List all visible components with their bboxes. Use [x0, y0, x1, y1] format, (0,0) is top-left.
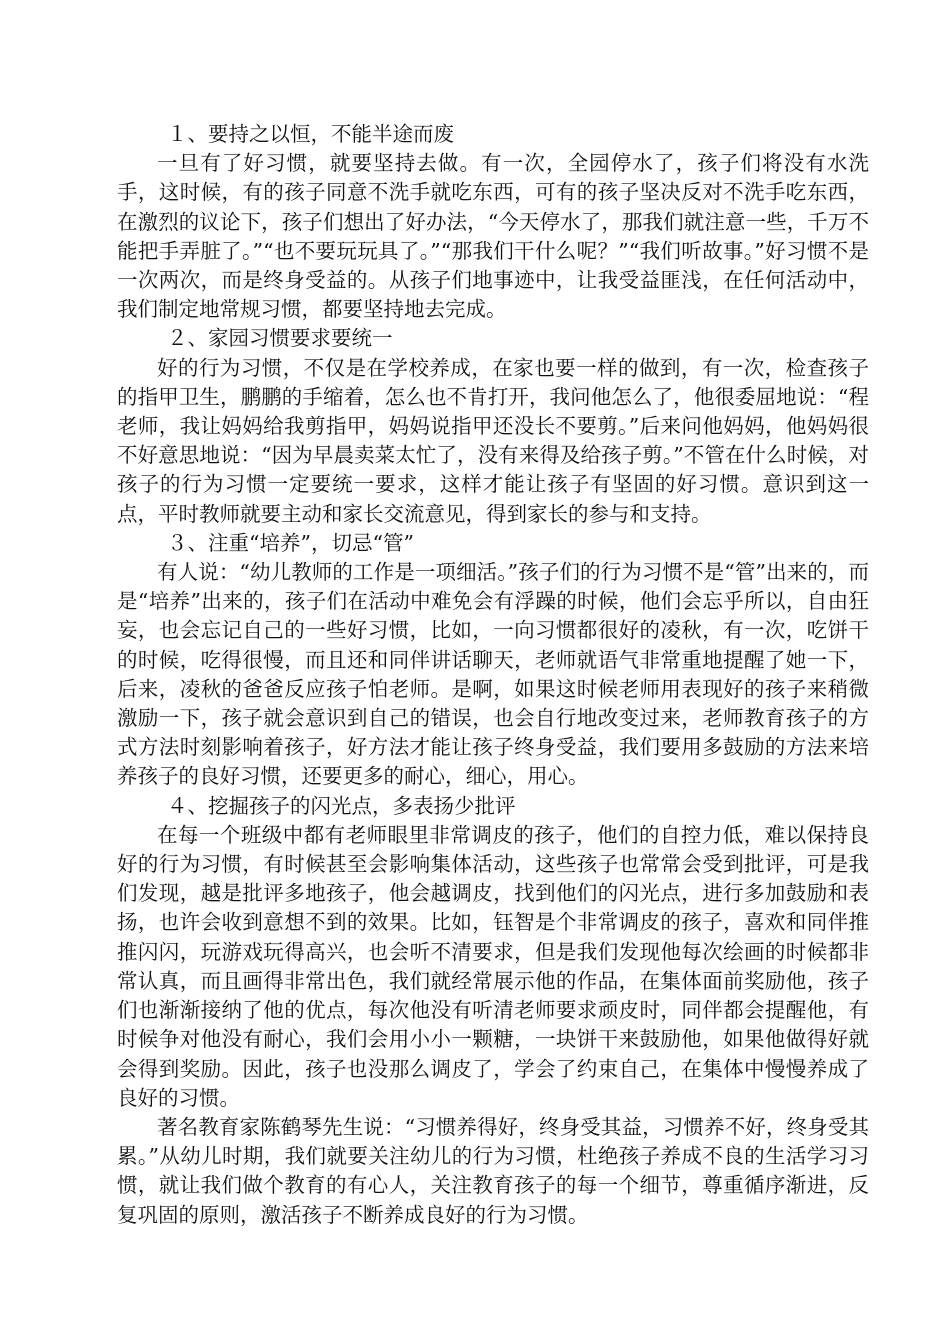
section-3-paragraph: 有人说：“幼儿教师的工作是一项细活。”孩子们的行为习惯不是“管”出来的，而是“培养”出来的，孩子们在活动中难免会有浮躁的时候，他们会忘乎所以，自由狂妄，也会忘记自己的一些好习惯，比如，一向习惯都很好的凌秋，有一次，吃饼干的时候，吃得很慢，而且还和同伴讲话聊天，老师就语气非常重地提醒了她一下，后来，凌秋的爸爸反应孩子怕老师。是啊，如果这时候老师用表现好的孩子来稍微激励一下，孩子就会意识到自己的错误，也会自行地改变过来，老师教育孩子的方式方法时刻影响着孩子，好方法才能让孩子终身受益，我们要用多鼓励的方法来培养孩子的良好习惯，还要更多的耐心，细心，用心。	[117, 560, 869, 789]
section-4-paragraph: 在每一个班级中都有老师眼里非常调皮的孩子，他们的自控力低，难以保持良好的行为习惯，有时候甚至会影响集体活动，这些孩子也常常会受到批评，可是我们发现，越是批评多地孩子，他会越调皮，找到他们的闪光点，进行多加鼓励和表扬，也许会收到意想不到的效果。比如，钰智是个非常调皮的孩子，喜欢和同伴推推闪闪，玩游戏玩得高兴，也会听不清要求，但是我们发现他每次绘画的时候都非常认真，而且画得非常出色，我们就经常展示他的作品，在集体面前奖励他，孩子们也渐渐接纳了他的优点，每次他没有听清老师要求顽皮时，同伴都会提醒他，有时候争对他没有耐心，我们会用小小一颗糖，一块饼干来鼓励他，如果他做得好就会得到奖励。因此，孩子也没那么调皮了，学会了约束自己，在集体中慢慢养成了良好的习惯。	[117, 822, 869, 1110]
section-heading-1: １、要持之以恒，不能半途而废	[167, 122, 454, 146]
section-2-paragraph: 好的行为习惯，不仅是在学校养成，在家也要一样的做到，有一次，检查孩子的指甲卫生，鹏鹏的手缩着，怎么也不肯打开，我问他怎么了，他很委屈地说：“程老师，我让妈妈给我剪指甲，妈妈说指甲还没长不要剪。”后来问他妈妈，他妈妈很不好意思地说：“因为早晨卖菜太忙了，没有来得及给孩子剪。”不管在什么时候，对孩子的行为习惯一定要统一要求，这样才能让孩子有坚固的好习惯。意识到这一点，平时教师就要主动和家长交流意见，得到家长的参与和支持。	[117, 355, 869, 526]
section-heading-3: ３、注重“培养”，切忌“管”	[167, 530, 414, 555]
document-body	[117, 120, 869, 1230]
section-heading-4: ４、挖掘孩子的闪光点，多表扬少批评	[167, 793, 516, 818]
closing-paragraph: 著名教育家陈鹤琴先生说：“习惯养得好，终身受其益，习惯养不好，终身受其累。”从幼儿时期，我们就要关注幼儿的行为习惯，杜绝孩子养成不良的生活学习习惯，就让我们做个教育的有心人，关注教育孩子的每一个细节，尊重循序渐进，反复巩固的原则，激活孩子不断养成良好的行为习惯。	[117, 1114, 869, 1227]
section-1-paragraph: 一旦有了好习惯，就要坚持去做。有一次，全园停水了，孩子们将没有水洗手，这时候，有的孩子同意不洗手就吃东西，可有的孩子坚决反对不洗手吃东西，在激烈的议论下，孩子们想出了好办法，“今天停水了，那我们就注意一些，千万不能把手弄脏了。”“也不要玩玩具了。”“那我们干什么呢？”“我们听故事。”好习惯不是一次两次，而是终身受益的。从孩子们地事迹中，让我受益匪浅，在任何活动中，我们制定地常规习惯，都要坚持地去完成。	[117, 151, 869, 322]
section-heading-2: ２、家园习惯要求要统一	[167, 326, 393, 351]
